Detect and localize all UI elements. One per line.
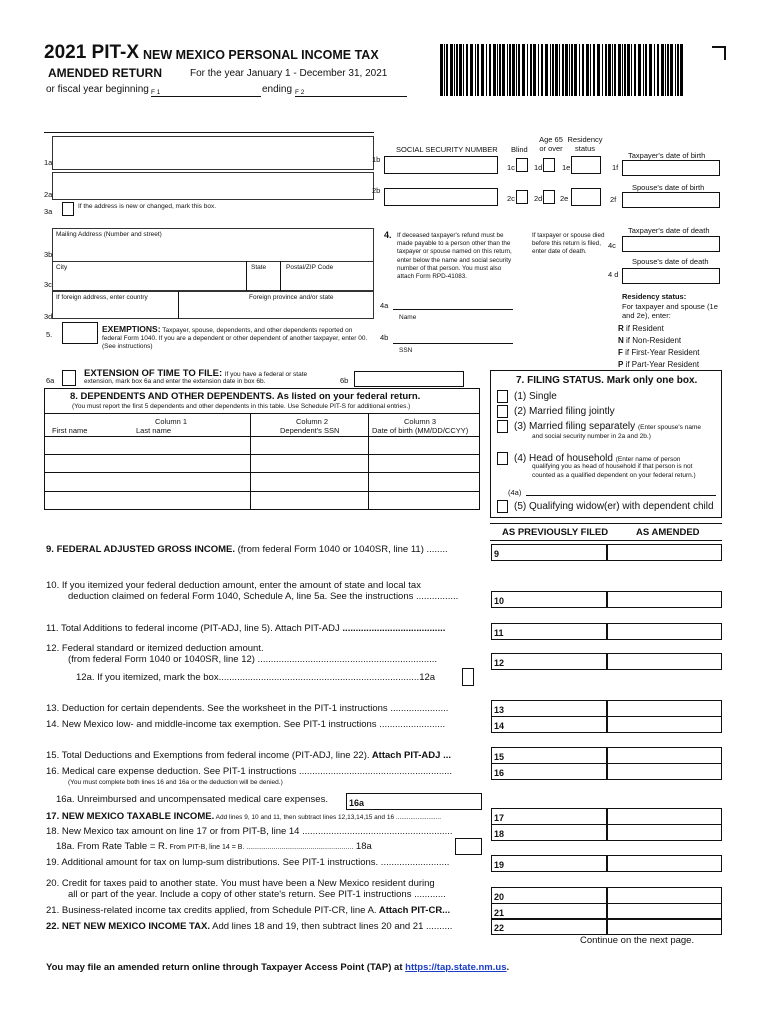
line-20-cont: all or part of the year. Include a copy of other state's return. See PIT-1 instructions ............ [68,889,446,900]
label-4c: 4c [608,241,616,250]
dep-col2-label: Column 2 [296,417,329,426]
line-13 [46,703,448,714]
line-11-box-label: 11 [494,628,504,638]
blind-checkbox-1c[interactable] [516,158,528,172]
line-22-box-label: 22 [494,923,505,933]
line-16a-field[interactable] [346,793,482,810]
dep-row-line-1 [44,436,480,437]
filing-joint-checkbox[interactable] [497,405,508,418]
foreign-divider [178,291,179,319]
dependents-title: 8. DEPENDENTS AND OTHER DEPENDENTS. As listed on your federal return. [70,391,421,402]
residency-code-r: R if Resident [618,324,664,333]
line-15-num: 15. [46,750,60,761]
dep-row-line-3 [44,472,480,473]
label-1a: 1a [44,158,53,167]
residency-code-f: F if First-Year Resident [618,348,700,357]
line-16-text: Medical care expense deduction. See PIT-1 instructions [61,766,297,777]
state-label: State [251,264,267,271]
line-22-num: 22. [46,921,60,932]
dep-row-line-2 [44,454,480,455]
line-9-box-label: 9 [494,549,500,559]
filing-separate-label: (3) Married filing separately [514,421,636,432]
label-3a: 3a [44,207,53,216]
filing-hoh-note: (Enter name of person [615,456,681,463]
line-12-amended-field[interactable] [607,653,722,670]
dep-col-divider-2 [368,413,369,510]
dep-col-divider-1 [250,413,251,510]
line-21-text: Business-related income tax credits applied, from Schedule PIT-CR, line A. [61,905,377,916]
line-19 [46,857,449,868]
taxpayer-death-field[interactable] [622,236,720,252]
line-12 [46,643,264,654]
form-id: 2021 PIT-X [44,42,140,63]
form-title: NEW MEXICO PERSONAL INCOME TAX [143,48,379,62]
label-2f: 2f [610,195,617,204]
line-11-previous-field[interactable] [491,623,607,640]
exemptions-field[interactable] [62,322,98,344]
mailing-address-label: Mailing Address (Number and street) [56,231,162,238]
line-9-amended-field[interactable] [607,544,722,561]
deceased-num: 4. [384,230,392,240]
line-12-text: Federal standard or itemized deduction amount. [61,643,264,654]
dep-col3-sub: Date of birth (MM/DD/CCYY) [372,426,469,435]
line-19-num: 19. [46,857,60,868]
line-14-amended-field[interactable] [607,716,722,733]
residency-field-1e[interactable] [571,156,601,174]
tap-end: . [506,962,510,973]
continue-note: Continue on the next page. [580,935,695,946]
filing-single-label: (1) Single [514,391,557,402]
line-15-text: Total Deductions and Exemptions from federal income (PIT-ADJ, line 22). [61,750,370,761]
line-11 [46,623,445,634]
fiscal-begin-line [151,96,261,97]
line-11-text: Total Additions to federal income (PIT-ADJ, line 5). Attach PIT-ADJ [60,623,340,634]
form-subtitle: AMENDED RETURN [48,66,162,80]
taxpayer-name-field[interactable] [52,136,374,170]
fiscal-end-line [295,96,407,97]
line-16-note: (You must complete both lines 16 and 16a or the deduction will be denied.) [68,779,283,786]
line-17-num: 17. [46,811,60,822]
line-18a [56,841,372,852]
line-9 [46,544,448,555]
extension-title: EXTENSION OF TIME TO FILE: [84,368,223,379]
extension-text2: extension, mark box 6a and enter the extension date in box 6b. [84,378,266,385]
label-2b: 2b [372,186,381,195]
age65-label: Age 65 or over [539,135,563,153]
line-21-dots: Attach PIT-CR... [376,905,451,916]
blind-checkbox-2c[interactable] [516,190,528,204]
tap-link[interactable]: https://tap.state.nm.us [405,962,507,973]
spouse-dob-label: Spouse's date of birth [632,183,705,192]
filing-separate-checkbox[interactable] [497,420,508,433]
filing-separate-row [514,421,701,432]
line-9-num: 9. [46,544,54,555]
line-19-box-label: 19 [494,860,505,870]
ssn-label: SOCIAL SECURITY NUMBER [396,145,498,154]
taxpayer-death-label: Taxpayer's date of death [628,226,710,235]
residency-label: Residency status [567,135,603,153]
filing-4a-line[interactable] [526,495,716,496]
line-13-amended-field[interactable] [607,700,722,717]
age65-checkbox-2d[interactable] [543,190,555,204]
line-15-box-label: 15 [494,752,505,762]
residency-code-n: N if Non-Resident [618,336,682,345]
spouse-death-field[interactable] [622,268,720,284]
f2-label: F 2 [295,89,305,96]
residency-field-2e[interactable] [571,188,601,206]
residency-codes [618,323,700,371]
label-6b: 6b [340,376,349,385]
filing-separate-note2: and social security number in 2a and 2b.) [532,433,651,440]
line-16-previous-field[interactable] [491,763,607,780]
label-5: 5. [46,330,53,339]
line-15-amended-field[interactable] [607,747,722,764]
dep-col3-label: Column 3 [404,417,437,426]
line-16a [56,794,328,805]
line-9-previous-field[interactable] [491,544,607,561]
line-18 [46,826,453,837]
line-11-dots: ....................................... [339,623,446,634]
line-21-box-label: 21 [494,908,505,918]
line-18-amended-field[interactable] [607,824,722,841]
line-16-num: 16. [46,766,60,777]
line-17-text: NEW MEXICO TAXABLE INCOME. [61,811,215,822]
line-14-text: New Mexico low- and middle-income tax exemption. See PIT-1 instructions [61,719,377,730]
f1-label: F 1 [151,89,161,96]
line-12-num: 12. [46,643,60,654]
filing-single-checkbox[interactable] [497,390,508,403]
spouse-name-field[interactable] [52,172,374,200]
exemptions-text [102,325,368,351]
taxpayer-dob-field[interactable] [622,160,720,176]
line-9-text: FEDERAL ADJUSTED GROSS INCOME. [56,544,235,555]
line-15 [46,750,451,761]
line-12-box-label: 12 [494,658,505,668]
line-14 [46,719,445,730]
line-20-box-label: 20 [494,892,505,902]
line-10-amended-field[interactable] [607,591,722,608]
line-20-previous-field[interactable] [491,887,607,904]
foreign-country-label: If foreign address, enter country [56,294,148,301]
address-changed-checkbox[interactable] [62,202,74,216]
extension-checkbox[interactable] [62,370,76,386]
line-21 [46,905,450,916]
line-18-box-label: 18 [494,829,505,839]
deceased-ssn-line [393,343,513,344]
ending-label: ending [262,84,293,95]
line-15-dots: Attach PIT-ADJ ... [369,750,451,761]
taxpayer-ssn-field[interactable] [384,156,498,174]
line-18a-box-label: 18a [355,841,372,852]
extension-text1: If you have a federal or state [224,371,308,378]
line-19-amended-field[interactable] [607,855,722,872]
label-6a: 6a [46,376,55,385]
line-16a-box-label: 16a [349,798,365,808]
line-21-num: 21. [46,905,60,916]
residency-status-title: Residency status: [622,292,687,301]
line-18a-rest: From PIT-B, line 14 = B. ....................................................... [167,844,354,851]
line-12a-text: If you itemized, mark the box. [97,672,222,683]
line-17-dots: Add lines 9, 10 and 11, then subtract lines 12,13,14,15 and 16 ......................... [214,814,442,821]
filing-separate-note: (Enter spouse's name [637,424,701,431]
col-previous-header: AS PREVIOUSLY FILED [502,527,609,538]
line-14-previous-field[interactable] [491,716,607,733]
filing-hoh-note2: qualifying you as head of household if that person is not [532,463,693,470]
line-19-dots: .......................... [378,857,450,868]
line-13-dots: ...................... [387,703,449,714]
line-10-previous-field[interactable] [491,591,607,608]
column-header-bottom-line [490,540,722,541]
line-18-previous-field[interactable] [491,824,607,841]
line-9-dots: (from federal Form 1040 or 1040SR, line 11) ........ [235,544,448,555]
line-20-text: Credit for taxes paid to another state. You must have been a New Mexico resident during [61,878,435,889]
line-18a-field[interactable] [455,838,482,855]
line-22 [46,921,452,932]
itemized-checkbox-12a[interactable] [462,668,474,686]
line-18-num: 18. [46,826,60,837]
label-1d: 1d [534,163,543,172]
blind-label: Blind [511,145,528,154]
line-12a-num: 12a. [76,672,95,683]
line-13-num: 13. [46,703,60,714]
fiscal-year-label: or fiscal year beginning [46,84,149,95]
label-1c: 1c [507,163,515,172]
line-13-box-label: 13 [494,705,505,715]
filing-hoh-label: (4) Head of household [514,453,613,464]
deceased-name-label: Name [399,314,417,321]
spouse-death-label: Spouse's date of death [632,257,709,266]
state-zip-divider [280,261,281,291]
line-20 [46,878,435,889]
line-12a-dots: ........................................................................... [221,672,420,683]
line-14-num: 14. [46,719,60,730]
line-17 [46,811,441,822]
filing-4a-label: (4a) [508,488,522,497]
exemptions-desc: Taxpayer, spouse, dependents, and other dependents reported on federal Form 1040. If you are a dependent or other dependent of another taxpayer, enter 00. (See instructions) [102,327,368,350]
line-11-num: 11. [46,623,59,634]
line-12-previous-field[interactable] [491,653,607,670]
label-1e: 1e [562,163,571,172]
line-17-box-label: 17 [494,813,505,823]
deceased-ssn-label: SSN [399,347,413,354]
line-18a-num: 18a. [56,841,75,852]
line-14-dots: ......................... [376,719,446,730]
age65-checkbox-1d[interactable] [543,158,555,172]
barcode [440,44,684,96]
filing-joint-label: (2) Married filing jointly [514,406,615,417]
filing-status-title: 7. FILING STATUS. Mark only one box. [516,375,698,386]
section-top-line [44,132,374,133]
line-19-previous-field[interactable] [491,855,607,872]
label-2d: 2d [534,194,543,203]
line-18-dots: ......................................................... [299,826,453,837]
label-2a: 2a [44,190,53,199]
filing-widow-checkbox[interactable] [497,500,508,513]
tax-year-text: For the year January 1 - December 31, 2021 [190,68,388,79]
label-4b: 4b [380,333,389,342]
line-16 [46,766,452,777]
line-12a-box-label: 12a [419,672,436,683]
line-12a [76,672,435,683]
label-2e: 2e [560,194,569,203]
line-16a-num: 16a. [56,794,75,805]
deceased-text: If deceased taxpayer's refund must be made payable to a person other than the taxpayer or spouse named on this return, enter below the name and social security number of that person. You must also attach Form RPD-41083. [397,232,512,281]
line-16-dots: .......................................................... [296,766,453,777]
line-17-previous-field[interactable] [491,808,607,825]
filing-hoh-note3: counted as a qualified dependent on your federal return.) [532,472,696,479]
label-2c: 2c [507,194,515,203]
column-header-top-line [490,523,722,524]
line-13-previous-field[interactable] [491,700,607,717]
exemptions-title: EXEMPTIONS: [102,324,161,334]
city-state-divider [246,261,247,291]
line-11-amended-field[interactable] [607,623,722,640]
dep-col1-label: Column 1 [155,417,188,426]
line-18a-text: From Rate Table = R. [77,841,168,852]
label-3c: 3c [44,280,52,289]
residency-code-p: P if Part-Year Resident [618,360,700,369]
dependents-header-top [44,413,480,414]
taxpayer-dob-label: Taxpayer's date of birth [628,151,706,160]
dependents-note: (You must report the first 5 dependents and other dependents in this table. Use Schedule PIT-S for additional entries.) [72,403,411,410]
filing-hoh-checkbox[interactable] [497,452,508,465]
dep-col2-sub: Dependent's SSN [280,426,340,435]
spouse-dob-field[interactable] [622,192,720,208]
line-10-cont: deduction claimed on federal Form 1040, Schedule A, line 5a. See the instructions ................ [68,591,459,602]
line-16a-text: Unreimbursed and uncompensated medical care expenses. [77,794,328,805]
zip-label: Postal/ZIP Code [286,264,334,271]
label-3d: 3d [44,312,53,321]
line-10-box-label: 10 [494,596,505,606]
line-12-cont: (from federal Form 1040 or 1040SR, line 12) .................................................................... [68,654,438,665]
line-22-amended-field[interactable] [607,918,722,935]
line-16-amended-field[interactable] [607,763,722,780]
line-22-previous-field[interactable] [491,918,607,935]
city-label: City [56,264,68,271]
line-17-amended-field[interactable] [607,808,722,825]
label-1b: 1b [372,155,381,164]
residency-status-sub: For taxpayer and spouse (1e and 2e), enter: [622,302,718,320]
address-changed-label: If the address is new or changed, mark this box. [78,203,217,210]
line-22-text: NET NEW MEXICO INCOME TAX. [61,921,210,932]
line-20-num: 20. [46,878,60,889]
extension-date-field[interactable] [354,371,464,387]
label-4d: 4 d [608,270,619,279]
corner-mark [712,46,726,60]
line-13-text: Deduction for certain dependents. See the worksheet in the PIT-1 instructions [61,703,388,714]
line-16-box-label: 16 [494,768,505,778]
line-18-text: New Mexico tax amount on line 17 or from PIT-B, line 14 [61,826,300,837]
line-10-text: If you itemized your federal deduction amount, enter the amount of state and local tax [61,580,421,591]
line-10 [46,580,421,591]
deceased-name-line [393,309,513,310]
dep-row-line-4 [44,491,480,492]
dep-col1-last: Last name [136,426,172,435]
death-date-note: If taxpayer or spouse died before this return is filed, enter date of death. [532,232,605,255]
foreign-province-label: Foreign province and/or state [249,294,334,301]
label-1f: 1f [612,163,619,172]
line-20-amended-field[interactable] [607,887,722,904]
label-3b: 3b [44,250,53,259]
col-amended-header: AS AMENDED [636,527,700,538]
label-4a: 4a [380,301,389,310]
line-14-box-label: 14 [494,721,505,731]
tap-footer [46,962,509,973]
filing-widow-label: (5) Qualifying widow(er) with dependent child [514,501,714,512]
line-10-num: 10. [46,580,60,591]
line-15-previous-field[interactable] [491,747,607,764]
spouse-ssn-field[interactable] [384,188,498,206]
dep-col1-first: First name [52,426,88,435]
line-22-dots: Add lines 18 and 19, then subtract lines 20 and 21 .......... [210,921,453,932]
line-19-text: Additional amount for tax on lump-sum distributions. See PIT-1 instructions. [61,857,379,868]
tap-text: You may file an amended return online through Taxpayer Access Point (TAP) at [46,962,406,973]
